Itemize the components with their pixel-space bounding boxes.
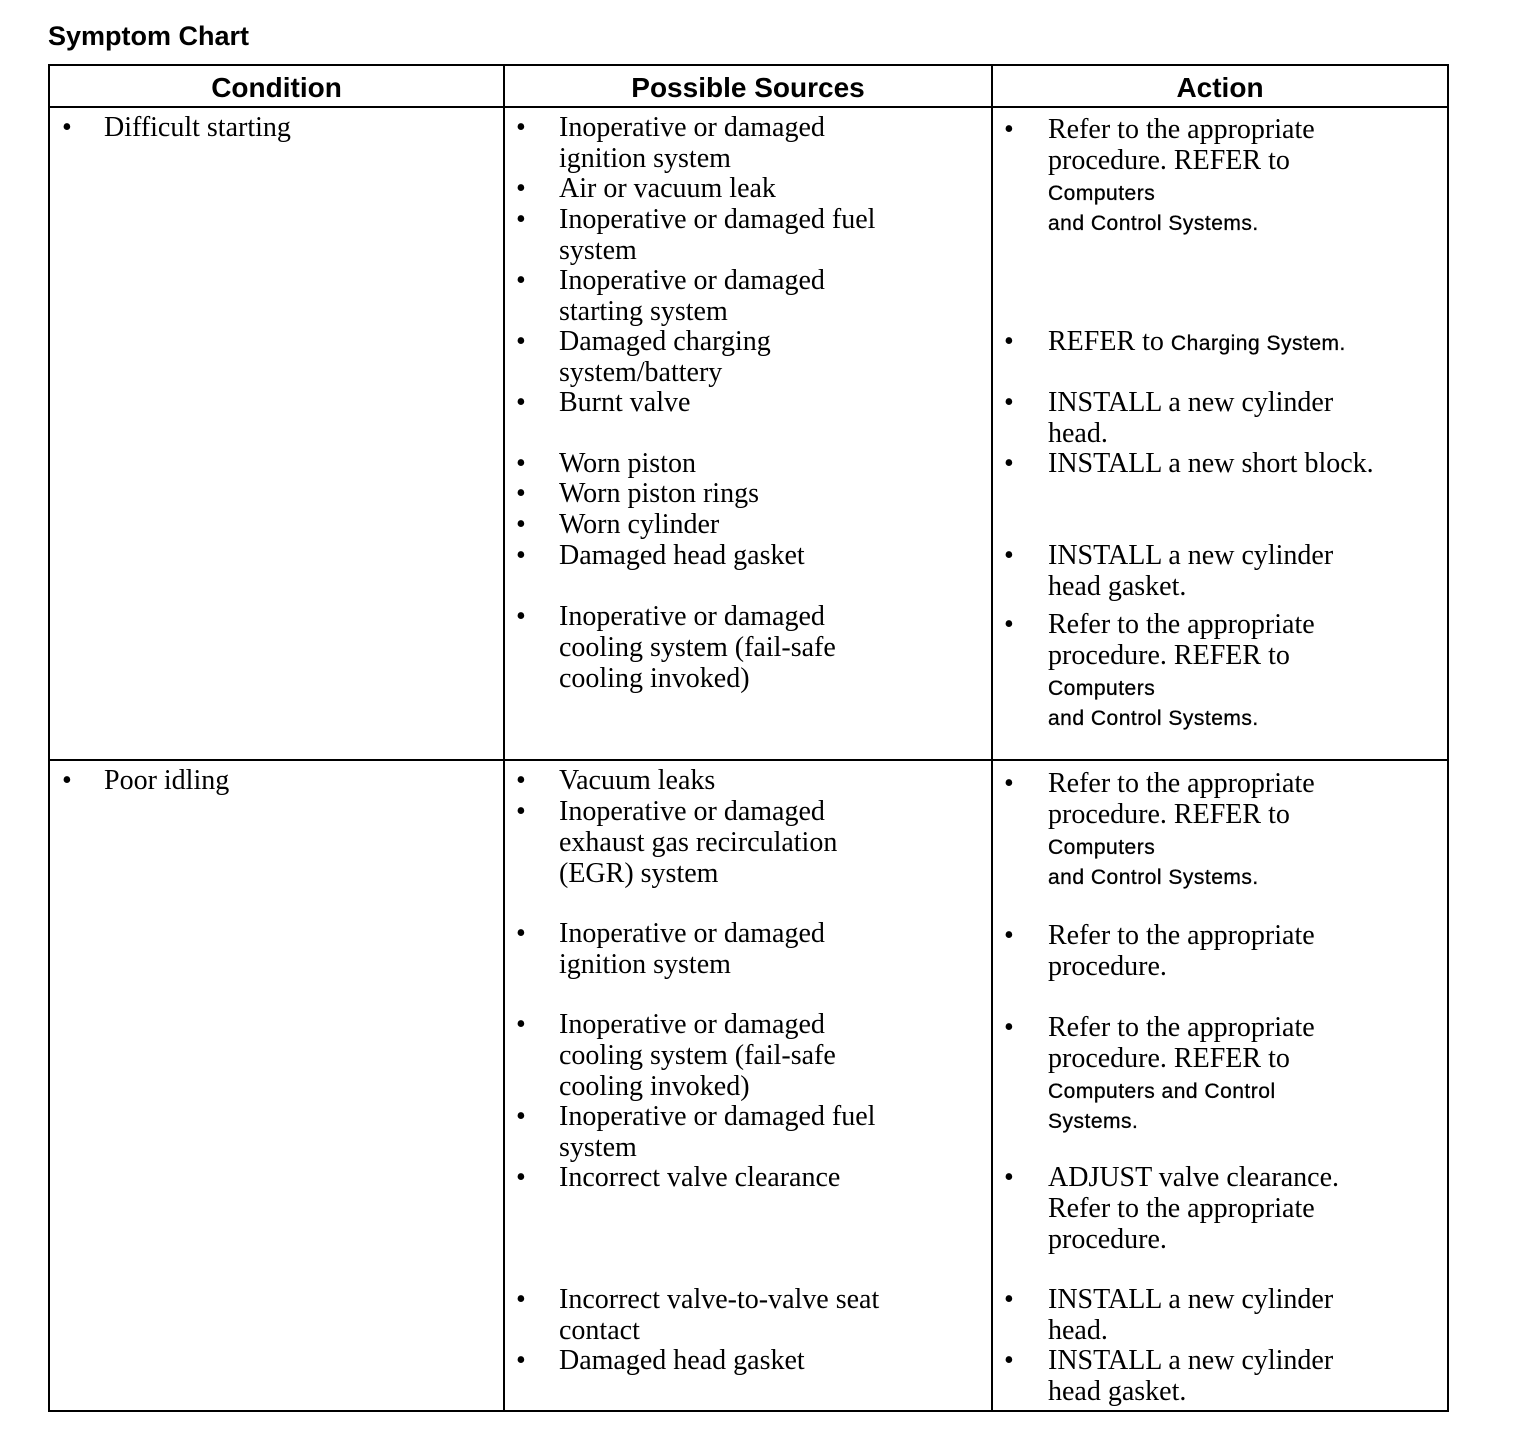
source-line: Damaged charging — [559, 326, 771, 357]
possible-source-item — [559, 1101, 875, 1163]
possible-source-item — [559, 265, 825, 327]
source-line: Air or vacuum leak — [559, 173, 776, 204]
bullet-icon: • — [62, 765, 72, 796]
header-action: Action — [1176, 72, 1264, 103]
action-line: INSTALL a new short block. — [1048, 448, 1374, 479]
bullet-icon: • — [1004, 448, 1014, 479]
action-line: head gasket. — [1048, 571, 1187, 602]
possible-source-item — [559, 765, 715, 796]
possible-source-item — [559, 448, 696, 479]
action-line: INSTALL a new cylinder — [1048, 1284, 1334, 1315]
bullet-icon: • — [516, 1162, 526, 1193]
action-line: Refer to the appropriate — [1048, 1012, 1315, 1043]
source-line: ignition system — [559, 143, 731, 174]
possible-source-item — [559, 796, 837, 889]
action-item — [1048, 1162, 1339, 1255]
source-line: Incorrect valve-to-valve seat — [559, 1284, 880, 1315]
possible-source-item — [559, 1345, 805, 1376]
action-line: Refer to the appropriate — [1048, 768, 1315, 799]
action-line: ADJUST valve clearance. — [1048, 1162, 1340, 1193]
action-reference: Computers — [1048, 182, 1156, 205]
action-item — [1048, 1345, 1333, 1407]
source-line: Inoperative or damaged — [559, 1009, 825, 1040]
action-reference: Charging System. — [1170, 332, 1346, 355]
possible-source-item — [559, 1009, 836, 1102]
bullet-icon: • — [516, 204, 526, 235]
source-line: ignition system — [559, 949, 731, 980]
header-possible-sources: Possible Sources — [631, 72, 865, 103]
source-line: contact — [559, 1315, 640, 1346]
possible-source-item — [559, 112, 825, 174]
bullet-icon: • — [1004, 540, 1014, 571]
action-item — [1048, 540, 1333, 602]
bullet-icon: • — [1004, 326, 1014, 357]
possible-source-item — [559, 478, 759, 509]
bullet-icon: • — [516, 796, 526, 827]
header-condition: Condition — [211, 72, 342, 103]
bullet-icon: • — [516, 1284, 526, 1315]
bullet-icon: • — [516, 265, 526, 296]
action-reference: and Control Systems. — [1048, 212, 1259, 235]
action-line: INSTALL a new cylinder — [1048, 540, 1334, 571]
action-reference: Systems. — [1048, 1110, 1139, 1133]
source-line: cooling system (fail-safe — [559, 632, 836, 663]
column-divider — [991, 66, 993, 1410]
possible-source-item — [559, 601, 836, 694]
source-line: cooling system (fail-safe — [559, 1040, 836, 1071]
source-line: system — [559, 1132, 637, 1163]
action-line: REFER to Charging System. — [1048, 326, 1346, 357]
source-line: Worn cylinder — [559, 509, 720, 540]
bullet-icon: • — [516, 540, 526, 571]
bullet-icon: • — [1004, 1345, 1014, 1376]
action-line: head gasket. — [1048, 1376, 1187, 1407]
action-line: procedure. REFER to — [1048, 1043, 1290, 1074]
bullet-icon: • — [516, 478, 526, 509]
bullet-icon: • — [1004, 1012, 1014, 1043]
bullet-icon: • — [516, 509, 526, 540]
possible-source-item — [559, 326, 771, 388]
action-line: head. — [1048, 1315, 1108, 1346]
condition-text: Poor idling — [104, 765, 230, 796]
action-line: procedure. — [1048, 1224, 1167, 1255]
source-line: Damaged head gasket — [559, 540, 805, 571]
action-line: procedure. — [1048, 951, 1167, 982]
page-title: Symptom Chart — [48, 21, 250, 51]
source-line: Inoperative or damaged — [559, 112, 825, 143]
source-line: Vacuum leaks — [559, 765, 716, 796]
bullet-icon: • — [516, 918, 526, 949]
action-reference: Computers — [1048, 836, 1156, 859]
source-line: starting system — [559, 296, 728, 327]
action-reference: Computers — [1048, 677, 1156, 700]
bullet-icon: • — [1004, 114, 1014, 145]
possible-source-item — [559, 918, 825, 980]
bullet-icon: • — [516, 173, 526, 204]
row-divider — [50, 759, 1447, 761]
action-item — [1048, 1284, 1333, 1346]
action-item — [1048, 609, 1315, 734]
source-line: cooling invoked) — [559, 1071, 750, 1102]
possible-source-item — [559, 509, 719, 540]
source-line: Inoperative or damaged — [559, 601, 825, 632]
bullet-icon: • — [516, 601, 526, 632]
action-reference: and Control Systems. — [1048, 707, 1259, 730]
source-line: Incorrect valve clearance — [559, 1162, 841, 1193]
possible-source-item — [559, 540, 805, 571]
action-reference: Computers and Control — [1048, 1080, 1276, 1103]
action-item — [1048, 920, 1315, 982]
column-divider — [503, 66, 505, 1410]
bullet-icon: • — [1004, 920, 1014, 951]
bullet-icon: • — [516, 326, 526, 357]
action-line: Refer to the appropriate — [1048, 609, 1315, 640]
bullet-icon: • — [62, 112, 72, 143]
action-reference: and Control Systems. — [1048, 866, 1259, 889]
source-line: Worn piston rings — [559, 478, 759, 509]
action-item — [1048, 1012, 1315, 1137]
action-line: Refer to the appropriate — [1048, 920, 1315, 951]
bullet-icon: • — [516, 387, 526, 418]
bullet-icon: • — [1004, 1284, 1014, 1315]
possible-source-item — [559, 387, 690, 418]
bullet-icon: • — [516, 448, 526, 479]
source-line: Inoperative or damaged — [559, 265, 825, 296]
source-line: cooling invoked) — [559, 663, 750, 694]
source-line: exhaust gas recirculation — [559, 827, 838, 858]
action-line: head. — [1048, 418, 1108, 449]
bullet-icon: • — [1004, 387, 1014, 418]
action-line: procedure. REFER to — [1048, 640, 1290, 671]
action-item — [1048, 326, 1346, 357]
bullet-icon: • — [516, 112, 526, 143]
action-line: Refer to the appropriate — [1048, 1193, 1315, 1224]
source-line: Inoperative or damaged fuel — [559, 204, 876, 235]
action-item — [1048, 768, 1315, 893]
action-line: INSTALL a new cylinder — [1048, 387, 1334, 418]
action-line: Refer to the appropriate — [1048, 114, 1315, 145]
bullet-icon: • — [1004, 609, 1014, 640]
condition-text: Difficult starting — [104, 112, 291, 143]
source-line: Inoperative or damaged fuel — [559, 1101, 876, 1132]
source-line: Inoperative or damaged — [559, 796, 825, 827]
possible-source-item — [559, 204, 875, 266]
action-line: INSTALL a new cylinder — [1048, 1345, 1334, 1376]
source-line: (EGR) system — [559, 858, 719, 889]
bullet-icon: • — [1004, 1162, 1014, 1193]
source-line: Inoperative or damaged — [559, 918, 825, 949]
possible-source-item — [559, 1162, 840, 1193]
bullet-icon: • — [516, 1101, 526, 1132]
action-item — [1048, 448, 1374, 479]
possible-source-item — [559, 1284, 879, 1346]
possible-source-item — [559, 173, 776, 204]
source-line: Worn piston — [559, 448, 696, 479]
action-line: procedure. REFER to — [1048, 145, 1290, 176]
bullet-icon: • — [1004, 768, 1014, 799]
source-line: system/battery — [559, 357, 723, 388]
bullet-icon: • — [516, 1009, 526, 1040]
bullet-icon: • — [516, 765, 526, 796]
action-line: procedure. REFER to — [1048, 799, 1290, 830]
bullet-icon: • — [516, 1345, 526, 1376]
action-item — [1048, 114, 1315, 239]
source-line: Burnt valve — [559, 387, 691, 418]
action-item — [1048, 387, 1333, 449]
source-line: Damaged head gasket — [559, 1345, 805, 1376]
source-line: system — [559, 235, 637, 266]
